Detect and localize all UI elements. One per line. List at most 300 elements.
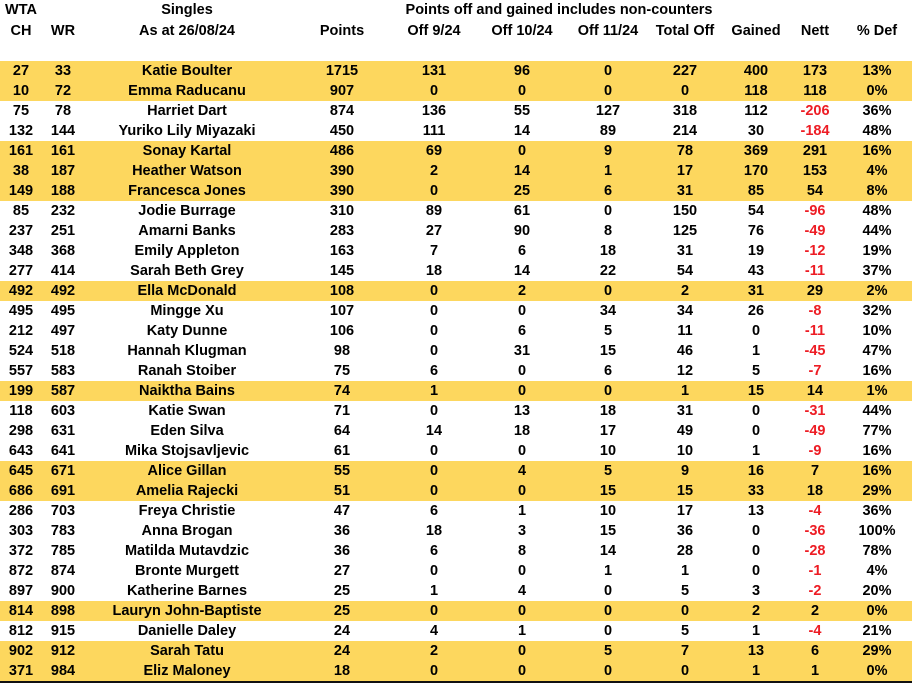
cell-pct-def: 16% (842, 461, 912, 481)
cell-off-11-24: 89 (599, 123, 617, 139)
cell-total-off: 36 (676, 523, 694, 539)
cell-ch: 686 (0, 481, 42, 501)
cell-points: 390 (290, 161, 394, 181)
cell-total-off: 318 (672, 103, 698, 119)
cell-nett: -184 (800, 123, 830, 139)
table-row (0, 641, 912, 661)
cell-player-name: Ranah Stoiber (137, 363, 237, 379)
cell-player-name: Heather Watson (84, 161, 290, 181)
cell-player-name: Emily Appleton (134, 243, 240, 259)
cell-ch: 85 (12, 203, 30, 219)
cell-nett: 54 (788, 181, 842, 201)
cell-off-11-24: 0 (570, 61, 646, 81)
table-row (0, 81, 912, 101)
cell-nett: -49 (804, 423, 826, 439)
cell-points: 108 (290, 281, 394, 301)
cell-ch: 557 (8, 363, 34, 379)
cell-off-9-24: 6 (429, 503, 439, 519)
cell-nett: 7 (788, 461, 842, 481)
cell-gained: 15 (724, 381, 788, 401)
cell-ch: 643 (8, 443, 34, 459)
cell-total-off: 1 (646, 381, 724, 401)
cell-total-off: 150 (672, 203, 698, 219)
cell-off-10-24: 0 (517, 443, 527, 459)
cell-total-off: 31 (676, 243, 694, 259)
cell-gained: 1 (751, 443, 761, 459)
cell-player-name: Eden Silva (150, 423, 224, 439)
cell-wr: 368 (50, 243, 76, 259)
cell-off-11-24: 6 (570, 181, 646, 201)
cell-ch: 199 (0, 381, 42, 401)
cell-player-name: Francesca Jones (84, 181, 290, 201)
cell-total-off: 0 (646, 81, 724, 101)
cell-ch: 298 (8, 423, 34, 439)
cell-ch: 161 (0, 141, 42, 161)
cell-off-9-24: 0 (429, 563, 439, 579)
cell-off-10-24: 2 (474, 281, 570, 301)
cell-off-9-24: 2 (394, 161, 474, 181)
col-header-off-10-24: Off 10/24 (491, 23, 553, 39)
cell-gained: 13 (724, 641, 788, 661)
cell-ch: 897 (8, 583, 34, 599)
cell-off-9-24: 0 (429, 343, 439, 359)
cell-points: 36 (333, 543, 351, 559)
cell-nett: -7 (808, 363, 822, 379)
cell-nett: -49 (804, 223, 826, 239)
cell-wr: 518 (50, 343, 76, 359)
cell-nett: -1 (808, 563, 822, 579)
cell-gained: 85 (724, 181, 788, 201)
cell-total-off: 7 (646, 641, 724, 661)
cell-player-name: Matilda Mutavdzic (124, 543, 250, 559)
cell-player-name: Amelia Rajecki (84, 481, 290, 501)
table-header (0, 0, 912, 61)
cell-off-10-24: 96 (474, 61, 570, 81)
cell-player-name: Katie Boulter (84, 61, 290, 81)
cell-off-10-24: 0 (474, 141, 570, 161)
cell-off-11-24: 10 (599, 503, 617, 519)
header-blank (724, 0, 788, 21)
cell-off-9-24: 6 (429, 363, 439, 379)
cell-player-name: Yuriko Lily Miyazaki (118, 123, 256, 139)
cell-nett: -4 (808, 623, 822, 639)
cell-off-9-24: 0 (394, 601, 474, 621)
cell-off-11-24: 0 (570, 281, 646, 301)
table-row (0, 281, 912, 301)
cell-off-10-24: 90 (513, 223, 531, 239)
cell-player-name: Anna Brogan (141, 523, 233, 539)
cell-gained: 26 (747, 303, 765, 319)
cell-points: 36 (333, 523, 351, 539)
cell-total-off: 31 (646, 181, 724, 201)
cell-nett: -4 (808, 503, 822, 519)
cell-nett: -8 (808, 303, 822, 319)
cell-pct-def: 100% (858, 523, 896, 539)
cell-nett: -28 (804, 543, 826, 559)
cell-off-11-24: 15 (599, 523, 617, 539)
cell-wr: 72 (42, 81, 84, 101)
cell-points: 310 (329, 203, 355, 219)
header-blank (42, 0, 84, 21)
cell-nett: -11 (804, 263, 826, 279)
cell-off-10-24: 0 (474, 81, 570, 101)
cell-total-off: 10 (676, 443, 694, 459)
cell-pct-def: 16% (862, 443, 892, 459)
cell-points: 1715 (290, 61, 394, 81)
cell-points: 107 (329, 303, 355, 319)
cell-pct-def: 32% (862, 303, 892, 319)
cell-total-off: 0 (646, 601, 724, 621)
cell-nett: 14 (788, 381, 842, 401)
cell-pct-def: 4% (866, 563, 888, 579)
cell-off-11-24: 17 (599, 423, 617, 439)
cell-nett: 2 (788, 601, 842, 621)
cell-points: 486 (290, 141, 394, 161)
cell-nett: 6 (788, 641, 842, 661)
table-row (0, 261, 912, 281)
cell-gained: 3 (751, 583, 761, 599)
cell-off-11-24: 15 (570, 481, 646, 501)
cell-total-off: 227 (646, 61, 724, 81)
cell-points: 18 (290, 661, 394, 682)
table-row (0, 241, 912, 261)
cell-pct-def: 36% (862, 503, 892, 519)
cell-pct-def: 36% (862, 103, 892, 119)
cell-off-9-24: 7 (429, 243, 439, 259)
cell-player-name: Sarah Beth Grey (130, 263, 244, 279)
cell-total-off: 1 (680, 563, 690, 579)
cell-gained: 0 (751, 323, 761, 339)
cell-gained: 0 (751, 543, 761, 559)
cell-pct-def: 10% (862, 323, 892, 339)
table-row (0, 101, 912, 121)
table-row (0, 461, 912, 481)
cell-pct-def: 1% (842, 381, 912, 401)
cell-wr: 691 (42, 481, 84, 501)
cell-off-10-24: 4 (517, 583, 527, 599)
cell-off-10-24: 1 (517, 623, 527, 639)
cell-total-off: 0 (646, 661, 724, 682)
cell-ch: 524 (8, 343, 34, 359)
cell-gained: 170 (724, 161, 788, 181)
cell-off-11-24: 22 (599, 263, 617, 279)
cell-total-off: 5 (680, 623, 690, 639)
header-wta: WTA (5, 2, 37, 18)
col-header-points: Points (319, 23, 365, 39)
table-row (0, 201, 912, 221)
cell-off-9-24: 111 (422, 123, 446, 139)
table-row (0, 341, 912, 361)
cell-nett: 291 (788, 141, 842, 161)
cell-points: 106 (329, 323, 355, 339)
cell-pct-def: 16% (862, 363, 892, 379)
cell-off-9-24: 0 (429, 303, 439, 319)
cell-off-10-24: 6 (517, 323, 527, 339)
col-header-wr: WR (50, 23, 76, 39)
cell-off-11-24: 10 (599, 443, 617, 459)
table-row (0, 321, 912, 341)
cell-wr: 587 (42, 381, 84, 401)
cell-player-name: Danielle Daley (137, 623, 237, 639)
cell-wr: 78 (54, 103, 72, 119)
table-row (0, 541, 912, 561)
cell-wr: 898 (42, 601, 84, 621)
table-row (0, 621, 912, 641)
cell-wr: 583 (50, 363, 76, 379)
table-body (0, 61, 912, 682)
cell-off-10-24: 18 (513, 423, 531, 439)
table-row (0, 601, 912, 621)
cell-gained: 43 (747, 263, 765, 279)
cell-ch: 812 (8, 623, 34, 639)
cell-gained: 76 (747, 223, 765, 239)
cell-off-11-24: 0 (603, 623, 613, 639)
cell-ch: 277 (8, 263, 34, 279)
cell-off-9-24: 0 (394, 661, 474, 682)
header-blank (290, 0, 394, 21)
cell-ch: 645 (0, 461, 42, 481)
cell-points: 61 (333, 443, 351, 459)
cell-total-off: 78 (646, 141, 724, 161)
cell-off-9-24: 0 (429, 323, 439, 339)
cell-pct-def: 0% (842, 661, 912, 682)
cell-nett: -31 (804, 403, 826, 419)
cell-ch: 872 (8, 563, 34, 579)
cell-ch: 212 (8, 323, 34, 339)
cell-ch: 495 (8, 303, 34, 319)
cell-pct-def: 20% (862, 583, 892, 599)
table-row (0, 401, 912, 421)
cell-pct-def: 8% (842, 181, 912, 201)
cell-total-off: 11 (677, 323, 693, 339)
cell-off-11-24: 0 (570, 381, 646, 401)
cell-gained: 2 (724, 601, 788, 621)
table-row (0, 161, 912, 181)
cell-wr: 984 (42, 661, 84, 682)
cell-points: 55 (290, 461, 394, 481)
table-row (0, 361, 912, 381)
cell-points: 98 (333, 343, 351, 359)
spacer-row (0, 44, 912, 61)
cell-off-9-24: 0 (394, 281, 474, 301)
cell-player-name: Mika Stojsavljevic (124, 443, 250, 459)
cell-nett: -12 (804, 243, 826, 259)
cell-off-9-24: 2 (394, 641, 474, 661)
cell-total-off: 15 (646, 481, 724, 501)
cell-gained: 112 (744, 103, 768, 119)
cell-total-off: 125 (672, 223, 698, 239)
cell-pct-def: 2% (842, 281, 912, 301)
cell-off-9-24: 27 (425, 223, 443, 239)
cell-total-off: 46 (676, 343, 694, 359)
cell-off-11-24: 34 (599, 303, 617, 319)
cell-points: 24 (333, 623, 351, 639)
cell-total-off: 2 (646, 281, 724, 301)
cell-off-10-24: 4 (474, 461, 570, 481)
cell-off-10-24: 8 (517, 543, 527, 559)
cell-off-9-24: 0 (394, 461, 474, 481)
cell-wr: 783 (50, 523, 76, 539)
cell-off-10-24: 0 (474, 641, 570, 661)
table-row (0, 501, 912, 521)
cell-off-10-24: 0 (474, 481, 570, 501)
cell-wr: 251 (50, 223, 76, 239)
cell-wr: 495 (50, 303, 76, 319)
table-row (0, 521, 912, 541)
cell-nett: 173 (788, 61, 842, 81)
header-row-2 (0, 21, 912, 44)
cell-off-11-24: 0 (603, 203, 613, 219)
table-row (0, 121, 912, 141)
cell-points: 390 (290, 181, 394, 201)
cell-off-10-24: 13 (513, 403, 531, 419)
cell-player-name: Emma Raducanu (84, 81, 290, 101)
cell-gained: 54 (747, 203, 765, 219)
cell-player-name: Bronte Murgett (135, 563, 239, 579)
cell-ch: 27 (0, 61, 42, 81)
cell-off-11-24: 18 (599, 403, 617, 419)
cell-gained: 30 (747, 123, 765, 139)
cell-player-name: Hannah Klugman (127, 343, 247, 359)
cell-gained: 1 (751, 343, 761, 359)
cell-points: 283 (329, 223, 355, 239)
cell-off-11-24: 1 (570, 161, 646, 181)
cell-off-9-24: 4 (429, 623, 439, 639)
cell-off-10-24: 6 (517, 243, 527, 259)
cell-ch: 10 (0, 81, 42, 101)
col-header-gained: Gained (731, 23, 781, 39)
cell-points: 874 (329, 103, 355, 119)
table-row (0, 441, 912, 461)
cell-total-off: 9 (646, 461, 724, 481)
cell-pct-def: 0% (842, 81, 912, 101)
cell-total-off: 34 (676, 303, 694, 319)
cell-wr: 188 (42, 181, 84, 201)
cell-player-name: Katy Dunne (146, 323, 228, 339)
cell-wr: 33 (42, 61, 84, 81)
cell-nett: 1 (788, 661, 842, 682)
cell-wr: 187 (42, 161, 84, 181)
cell-pct-def: 13% (842, 61, 912, 81)
cell-pct-def: 19% (862, 243, 892, 259)
cell-wr: 144 (50, 123, 76, 139)
cell-points: 163 (329, 243, 355, 259)
cell-gained: 31 (724, 281, 788, 301)
table-row (0, 61, 912, 81)
cell-off-10-24: 1 (517, 503, 527, 519)
cell-off-11-24: 18 (599, 243, 617, 259)
cell-pct-def: 29% (842, 481, 912, 501)
cell-gained: 1 (724, 661, 788, 682)
cell-nett: -36 (804, 523, 826, 539)
cell-gained: 16 (724, 461, 788, 481)
cell-wr: 703 (50, 503, 76, 519)
cell-ch: 303 (8, 523, 34, 539)
table-row (0, 141, 912, 161)
cell-off-10-24: 3 (517, 523, 527, 539)
cell-wr: 631 (50, 423, 76, 439)
cell-ch: 286 (8, 503, 34, 519)
table-row (0, 661, 912, 682)
cell-wr: 603 (50, 403, 76, 419)
cell-off-11-24: 5 (570, 461, 646, 481)
cell-player-name: Ella McDonald (84, 281, 290, 301)
table-row (0, 481, 912, 501)
cell-nett: -9 (808, 443, 822, 459)
cell-off-10-24: 25 (474, 181, 570, 201)
cell-off-9-24: 89 (425, 203, 443, 219)
cell-gained: 0 (751, 523, 761, 539)
cell-points: 47 (333, 503, 351, 519)
cell-off-11-24: 5 (603, 323, 613, 339)
cell-off-11-24: 127 (595, 103, 621, 119)
cell-player-name: Amarni Banks (138, 223, 236, 239)
cell-gained: 0 (751, 423, 761, 439)
cell-ch: 75 (12, 103, 30, 119)
cell-total-off: 31 (676, 403, 694, 419)
cell-total-off: 49 (676, 423, 694, 439)
header-blank (788, 0, 842, 21)
cell-player-name: Harriet Dart (147, 103, 227, 119)
cell-off-11-24: 6 (603, 363, 613, 379)
cell-total-off: 12 (676, 363, 694, 379)
cell-points: 450 (329, 123, 355, 139)
col-header-pct-def: % Def (856, 23, 898, 39)
cell-nett: -45 (804, 343, 826, 359)
cell-wr: 874 (50, 563, 76, 579)
cell-wr: 900 (50, 583, 76, 599)
cell-points: 25 (333, 583, 351, 599)
cell-nett: 118 (788, 81, 842, 101)
cell-off-9-24: 18 (425, 263, 443, 279)
cell-player-name: Sonay Kartal (84, 141, 290, 161)
cell-pct-def: 48% (862, 123, 892, 139)
cell-wr: 912 (42, 641, 84, 661)
cell-off-9-24: 14 (425, 423, 443, 439)
table-row (0, 301, 912, 321)
cell-off-10-24: 0 (474, 661, 570, 682)
cell-pct-def: 16% (842, 141, 912, 161)
cell-nett: -2 (808, 583, 822, 599)
cell-gained: 369 (724, 141, 788, 161)
cell-ch: 814 (0, 601, 42, 621)
cell-off-9-24: 0 (394, 481, 474, 501)
header-blank (842, 0, 912, 21)
cell-off-9-24: 0 (394, 181, 474, 201)
col-header-off-9-24: Off 9/24 (407, 23, 461, 39)
cell-off-9-24: 69 (394, 141, 474, 161)
cell-off-11-24: 0 (603, 583, 613, 599)
cell-gained: 33 (724, 481, 788, 501)
cell-nett: -96 (804, 203, 826, 219)
header-singles: Singles (161, 2, 213, 18)
cell-wr: 414 (50, 263, 76, 279)
cell-gained: 1 (751, 623, 761, 639)
cell-pct-def: 48% (862, 203, 892, 219)
cell-off-9-24: 1 (394, 381, 474, 401)
cell-ch: 38 (0, 161, 42, 181)
cell-off-10-24: 14 (474, 161, 570, 181)
cell-points: 51 (290, 481, 394, 501)
cell-points: 74 (290, 381, 394, 401)
cell-points: 75 (333, 363, 351, 379)
cell-off-10-24: 55 (513, 103, 531, 119)
cell-gained: 0 (751, 563, 761, 579)
cell-off-11-24: 8 (603, 223, 613, 239)
cell-pct-def: 29% (842, 641, 912, 661)
cell-pct-def: 0% (842, 601, 912, 621)
cell-wr: 497 (50, 323, 76, 339)
